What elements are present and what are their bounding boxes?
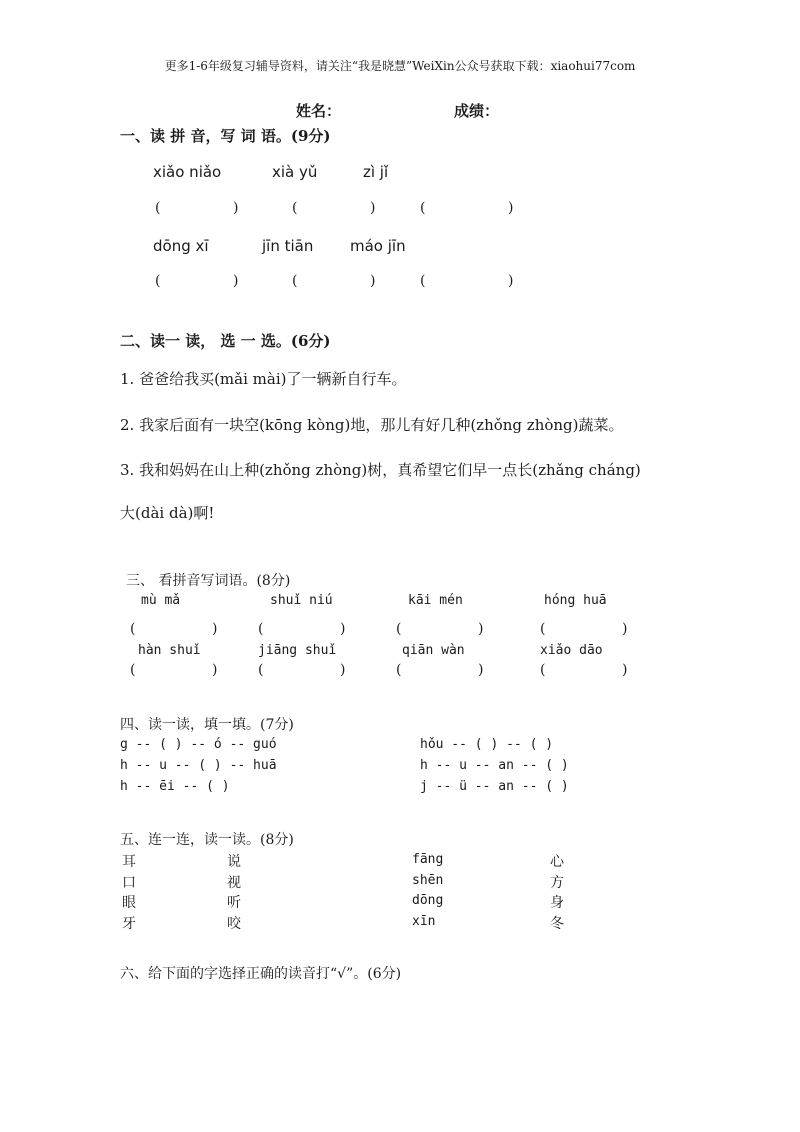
match-pinyin: shēn: [412, 873, 444, 888]
pinyin-item: xià yǔ: [272, 163, 318, 181]
pinyin-item: jiāng shuǐ: [258, 643, 337, 658]
pinyin-item: qiān wàn: [402, 643, 465, 658]
answer-paren-close: ): [233, 273, 239, 289]
answer-paren-close: ): [622, 621, 628, 637]
pinyin-item: kāi mén: [408, 593, 463, 608]
fill-item: g -- ( ) -- ó -- guó: [120, 737, 277, 752]
match-pinyin: xīn: [412, 914, 436, 929]
match-char: 咬: [227, 916, 241, 932]
fill-item: h -- ēi -- ( ): [120, 779, 230, 794]
pinyin-item: hóng huā: [544, 593, 607, 608]
banner-text: 更多1-6年级复习辅导资料，请关注“我是晓慧”WeiXin公众号获取下载：xiaohui77com: [164, 59, 636, 73]
section1-title: 一、读 拼 音，写 词 语。(9分): [120, 127, 331, 145]
answer-paren-close: ): [340, 621, 346, 637]
answer-paren-open: (: [540, 662, 546, 678]
question-1: 1. 爸爸给我买(mǎi mài)了一辆新自行车。: [120, 370, 407, 388]
match-pinyin: dōng: [412, 893, 444, 908]
answer-paren-open: (: [420, 200, 426, 216]
answer-paren-open: (: [155, 200, 161, 216]
match-char: 冬: [550, 916, 564, 932]
question-2: 2. 我家后面有一块空(kōng kòng)地，那儿有好几种(zhǒng zhòng)蔬菜。: [120, 416, 624, 434]
section5-title: 五、连一连，读一读。(8分): [120, 832, 294, 848]
match-char: 说: [227, 854, 241, 870]
answer-paren-open: (: [292, 200, 298, 216]
answer-paren-open: (: [396, 621, 402, 637]
answer-paren-open: (: [130, 621, 136, 637]
match-char: 牙: [122, 916, 136, 932]
match-char: 方: [550, 875, 564, 891]
pinyin-item: jīn tiān: [262, 237, 314, 255]
pinyin-item: shuǐ niú: [270, 593, 333, 608]
match-char: 听: [227, 895, 241, 911]
answer-paren-close: ): [340, 662, 346, 678]
pinyin-item: hàn shuǐ: [138, 643, 201, 658]
fill-item: h -- u -- ( ) -- huā: [120, 758, 277, 773]
match-pinyin: fāng: [412, 852, 444, 867]
section4-title: 四、读一读，填一填。(7分): [120, 717, 294, 733]
pinyin-item: zì jǐ: [363, 163, 389, 181]
answer-paren-close: ): [508, 273, 514, 289]
answer-paren-open: (: [396, 662, 402, 678]
question-3: 3. 我和妈妈在山上种(zhǒng zhòng)树，真希望它们早一点长(zhǎng cháng): [120, 461, 641, 479]
match-char: 眼: [122, 895, 136, 911]
name-label: 姓名：: [296, 102, 342, 120]
match-char: 身: [550, 895, 564, 911]
match-char: 心: [550, 854, 564, 870]
answer-paren-close: ): [370, 200, 376, 216]
fill-item: j -- ü -- an -- ( ): [420, 779, 569, 794]
pinyin-item: máo jīn: [350, 237, 406, 255]
pinyin-item: xiǎo dāo: [540, 643, 603, 658]
answer-paren-close: ): [212, 662, 218, 678]
answer-paren-close: ): [622, 662, 628, 678]
match-char: 口: [122, 875, 136, 891]
score-label: 成绩：: [454, 102, 500, 120]
pinyin-item: dōng xī: [153, 237, 209, 255]
match-char: 耳: [122, 854, 136, 870]
fill-item: hǒu -- ( ) -- ( ): [420, 737, 554, 752]
answer-paren-open: (: [292, 273, 298, 289]
fill-item: h -- u -- an -- ( ): [420, 758, 569, 773]
match-char: 视: [227, 875, 241, 891]
section6-title: 六、给下面的字选择正确的读音打“√”。(6分): [120, 966, 402, 982]
answer-paren-close: ): [370, 273, 376, 289]
question-3-continued: 大(dài dà)啊!: [120, 504, 215, 522]
answer-paren-open: (: [130, 662, 136, 678]
answer-paren-open: (: [155, 273, 161, 289]
answer-paren-close: ): [508, 200, 514, 216]
pinyin-item: mù mǎ: [141, 593, 181, 608]
answer-paren-open: (: [258, 662, 264, 678]
answer-paren-close: ): [478, 662, 484, 678]
answer-paren-close: ): [478, 621, 484, 637]
answer-paren-open: (: [420, 273, 426, 289]
answer-paren-open: (: [540, 621, 546, 637]
section3-title: 三、 看拼音写词语。(8分): [126, 573, 291, 589]
answer-paren-close: ): [212, 621, 218, 637]
answer-paren-open: (: [258, 621, 264, 637]
section2-title: 二、读一 读， 选 一 选。(6分): [120, 332, 331, 350]
pinyin-item: xiǎo niǎo: [153, 163, 222, 181]
answer-paren-close: ): [233, 200, 239, 216]
